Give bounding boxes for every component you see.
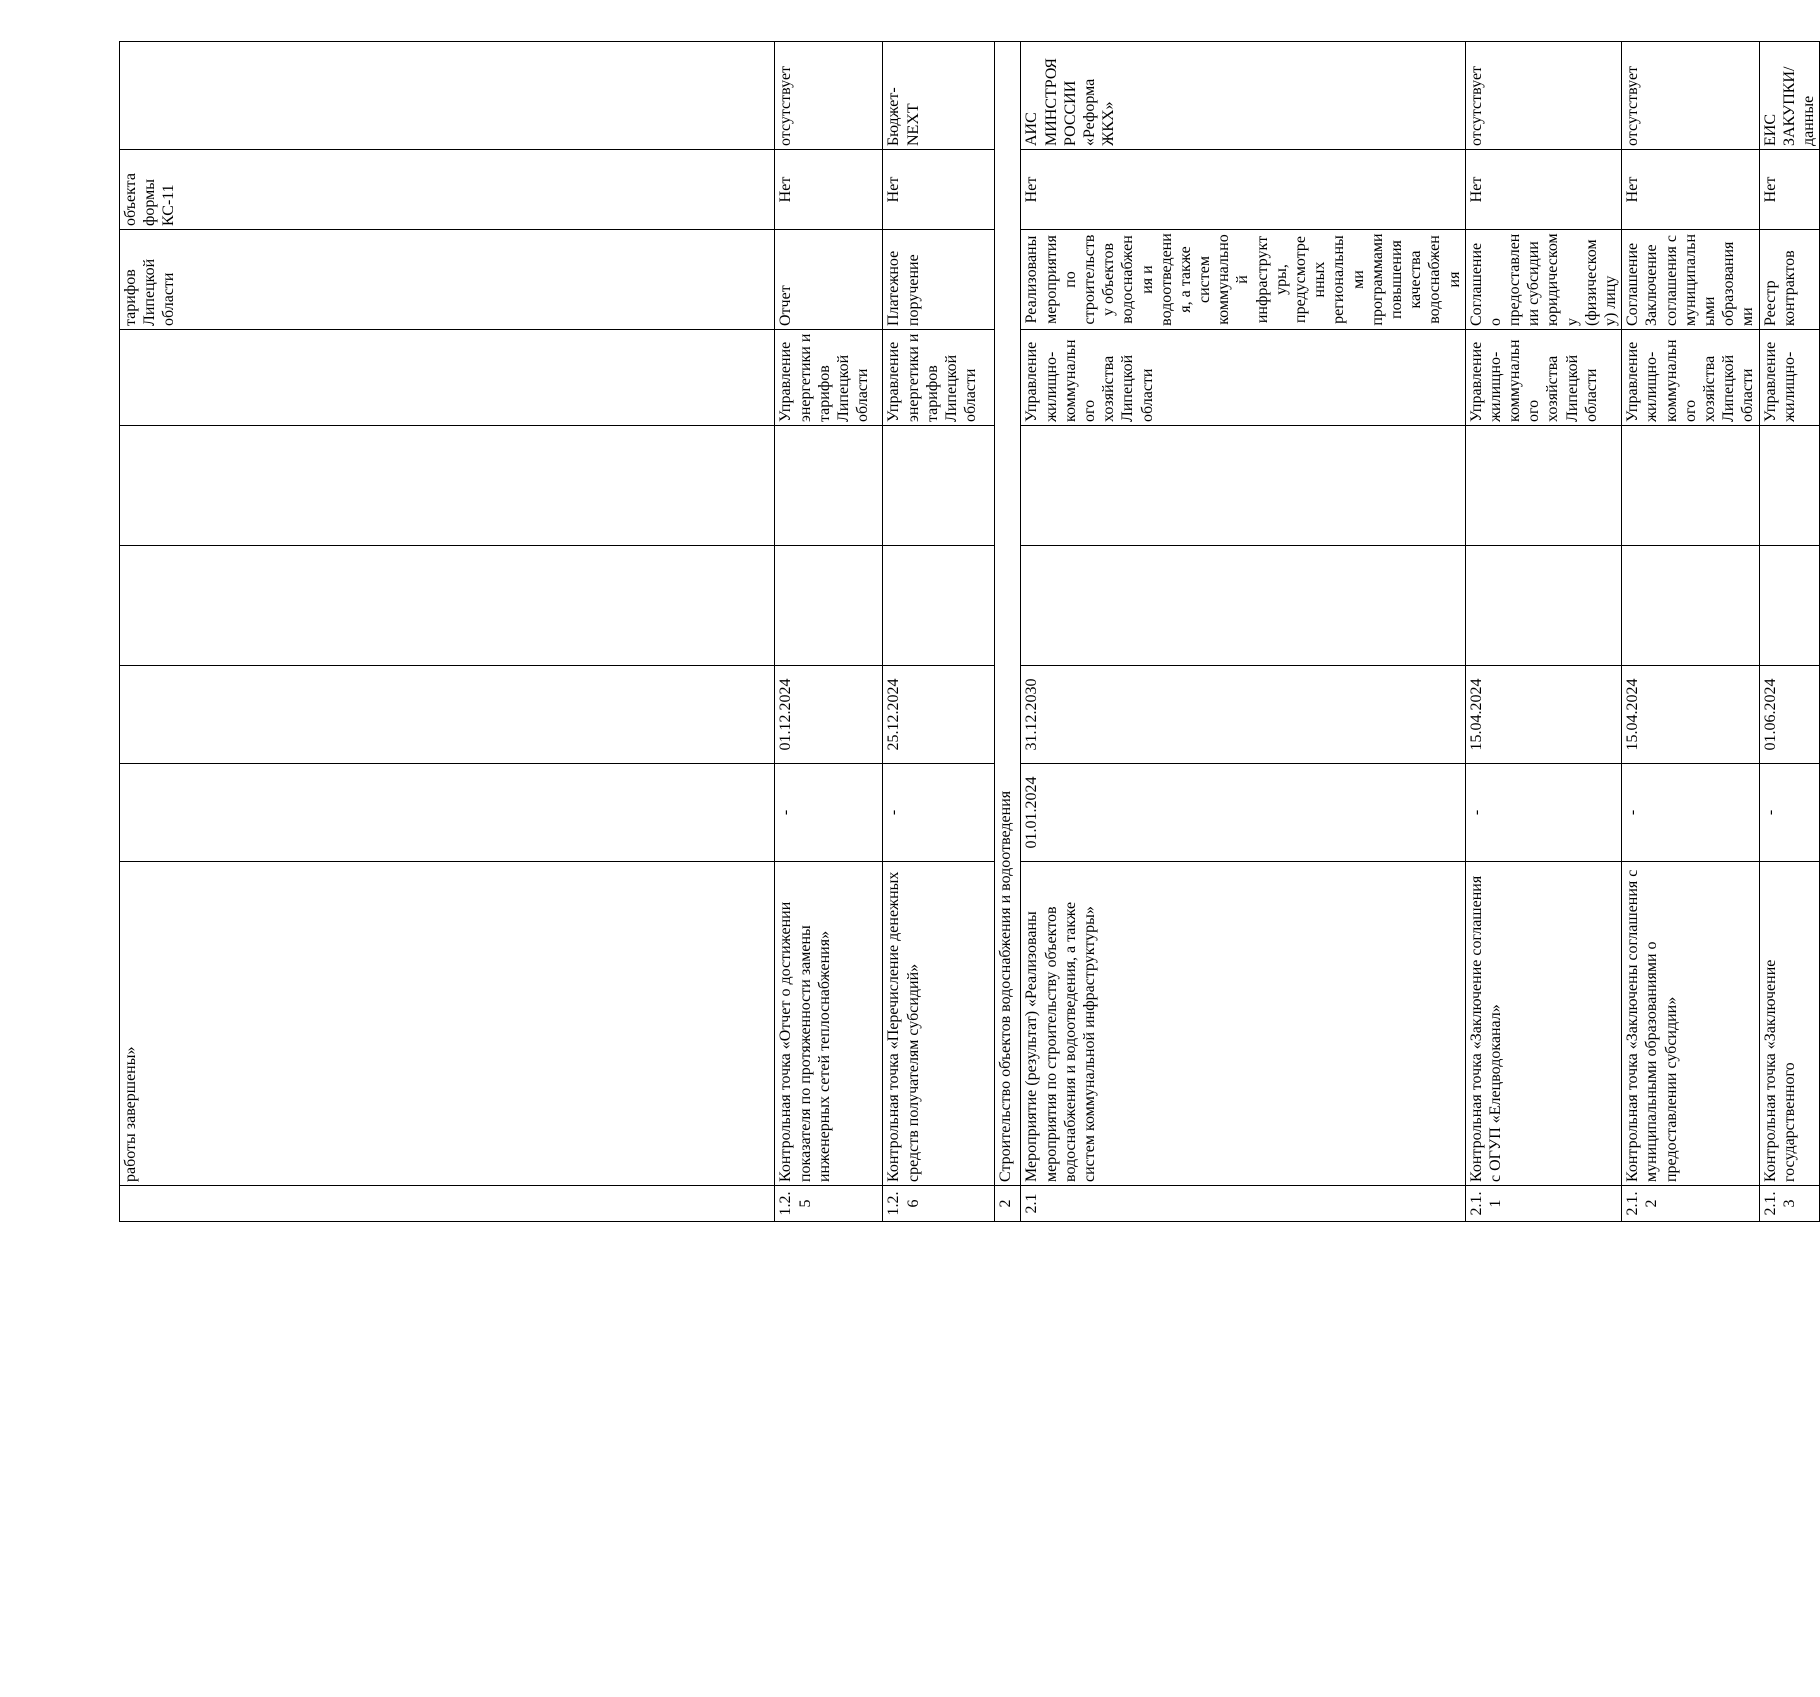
executor-cell: Управление жилищно-коммунального хозяйства Липецкой области (1622, 330, 1759, 426)
information-system-cell: ЕИС ЗАКУПКИ/ данные (1759, 42, 1820, 150)
document-cell: объекта формы КС-11 (120, 150, 775, 230)
row-number-cell: 2.1.1 (1465, 1186, 1622, 1222)
row-number-cell: 2.1 (1021, 1186, 1465, 1222)
executor-cell: тарифов Липецкой области (120, 230, 775, 330)
executor-cell: Управление энергетики и тарифов Липецкой области (883, 330, 995, 426)
table-row (1759, 42, 1820, 1222)
blank-cell (775, 546, 883, 666)
rotated-table-container (119, 42, 1817, 1222)
decomposition-cell (120, 42, 775, 150)
task-name-cell: Мероприятие (результат) «Реализованы мероприятия по строительству объектов водоснабжения и водоотведения, а также систем коммунальной инфраструктуры» (1021, 862, 1465, 1186)
end-date-cell: 01.06.2024 (1759, 666, 1820, 764)
task-name-cell: Контрольная точка «Перечисление денежных средств получателям субсидий» (883, 862, 995, 1186)
base-value-cell (120, 764, 775, 862)
table-row (120, 42, 775, 1222)
table-row (1622, 42, 1759, 1222)
start-date-cell: - (1759, 764, 1820, 862)
row-number-cell (120, 1186, 775, 1222)
decomposition-cell: Нет (883, 150, 995, 230)
blank-cell (883, 426, 995, 546)
document-cell: Платежное поручение (883, 230, 995, 330)
table-row (1021, 42, 1465, 1222)
document-cell: Реализованы мероприятия по строительству объектов водоснабжения и водоотведения, а также систем коммунальной инфраструктуры, предусмотренных региональными программами повышения качества водоснабжения (1021, 230, 1465, 330)
document-cell: Соглашение Заключение соглашения с муниципальными образованиями (1622, 230, 1759, 330)
row-number-cell: 2.1.3 (1759, 1186, 1820, 1222)
decomposition-cell: Нет (1622, 150, 1759, 230)
table-row (775, 42, 883, 1222)
executor-cell: Управление жилищно-коммунального хозяйства Липецкой области (1021, 330, 1465, 426)
section-title-cell: Строительство объектов водоснабжения и водоотведения (995, 42, 1021, 1186)
blank-cell (883, 546, 995, 666)
executor-cell: Управление жилищно-коммунального хозяйства Липецкой области (1465, 330, 1622, 426)
task-name-cell: Контрольная точка «Заключение соглашения с ОГУП «Елецводоканал» (1465, 862, 1622, 1186)
blank-cell (1759, 426, 1820, 546)
task-name-cell: работы завершены» (120, 862, 775, 1186)
blank-cell (1021, 426, 1465, 546)
table-row (883, 42, 995, 1222)
information-system-cell: отсутствует (1622, 42, 1759, 150)
section-row (995, 42, 1021, 1222)
blank-cell (1465, 546, 1622, 666)
task-name-cell: Контрольная точка «Отчет о достижении показателя по протяженности замены инженерных сетей теплоснабжения» (775, 862, 883, 1186)
executor-cell: Управление энергетики и тарифов Липецкой области (775, 330, 883, 426)
decomposition-cell: Нет (1465, 150, 1622, 230)
end-date-cell: 25.12.2024 (883, 666, 995, 764)
information-system-cell: отсутствует (775, 42, 883, 150)
row-number-cell: 1.2.5 (775, 1186, 883, 1222)
start-date-cell: - (1465, 764, 1622, 862)
document-cell: Реестр контрактов (1759, 230, 1820, 330)
end-date-cell: 15.04.2024 (1622, 666, 1759, 764)
blank-cell (1021, 546, 1465, 666)
information-system-cell: Бюджет-NEXT (883, 42, 995, 150)
end-date-cell: 31.12.2030 (1021, 666, 1465, 764)
start-date-cell: - (775, 764, 883, 862)
blank-cell (775, 426, 883, 546)
start-date-cell (120, 666, 775, 764)
blank-cell (1622, 426, 1759, 546)
decomposition-cell: Нет (1759, 150, 1820, 230)
control-points-table (119, 41, 1820, 1222)
start-date-cell: - (1622, 764, 1759, 862)
start-date-cell: - (883, 764, 995, 862)
decomposition-cell: Нет (1021, 150, 1465, 230)
blank-cell (1465, 426, 1622, 546)
decomposition-cell: Нет (775, 150, 883, 230)
document-cell: Соглашение о предоставлении субсидии юридическому (физическому) лицу (1465, 230, 1622, 330)
blank-cell (1622, 546, 1759, 666)
blank-cell (1759, 546, 1820, 666)
row-number-cell: 2.1.2 (1622, 1186, 1759, 1222)
document-cell: Отчет (775, 230, 883, 330)
end-date-cell (120, 546, 775, 666)
blank-cell (120, 426, 775, 546)
section-number-cell: 2 (995, 1186, 1021, 1222)
start-date-cell: 01.01.2024 (1021, 764, 1465, 862)
blank-cell (120, 330, 775, 426)
table-row (1465, 42, 1622, 1222)
end-date-cell: 01.12.2024 (775, 666, 883, 764)
information-system-cell: АИС МИНСТРОЯ РОССИИ «Реформа ЖКХ» (1021, 42, 1465, 150)
task-name-cell: Контрольная точка «Заключение государственного (1759, 862, 1820, 1186)
end-date-cell: 15.04.2024 (1465, 666, 1622, 764)
executor-cell: Управление жилищно- (1759, 330, 1820, 426)
information-system-cell: отсутствует (1465, 42, 1622, 150)
row-number-cell: 1.2.6 (883, 1186, 995, 1222)
task-name-cell: Контрольная точка «Заключены соглашения с муниципальными образованиями о предоставлении субсидии» (1622, 862, 1759, 1186)
